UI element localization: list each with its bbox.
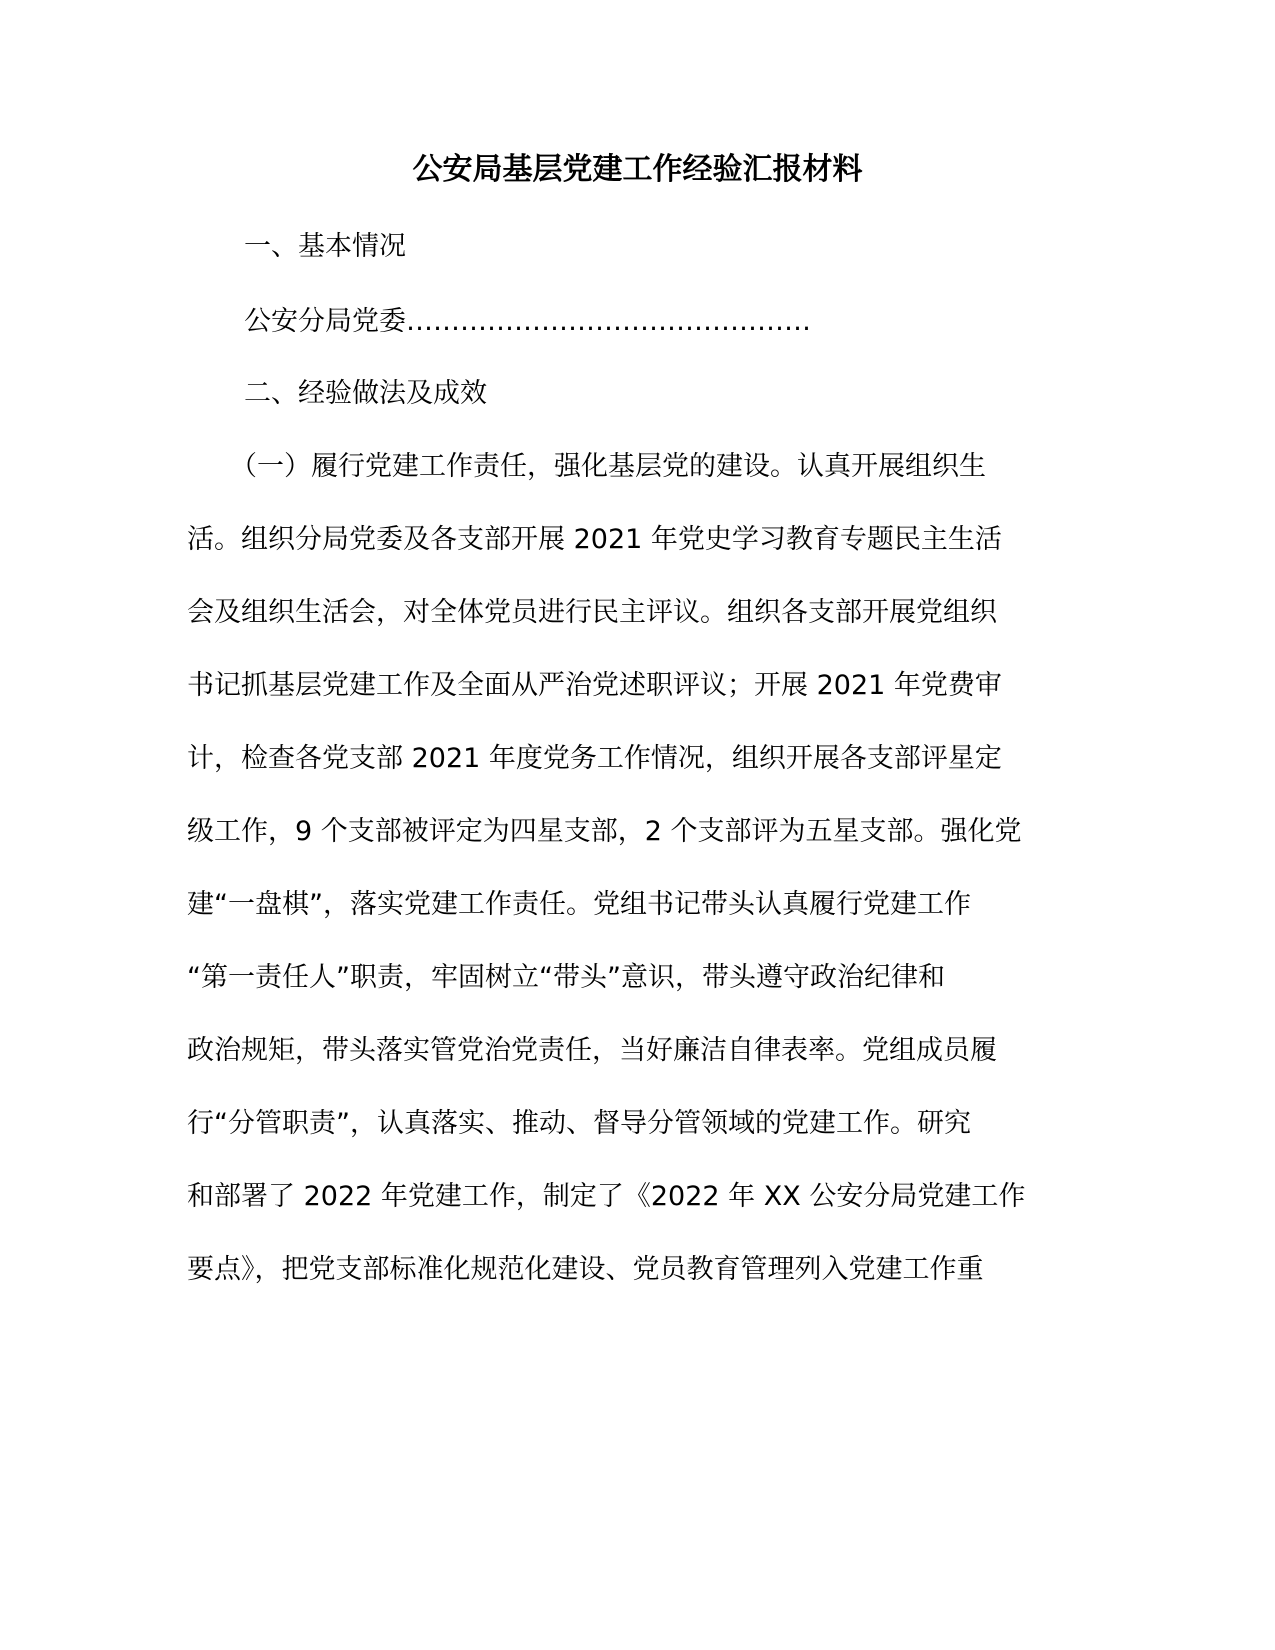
section-1-text: 公安分局党委……………………………………… bbox=[244, 306, 811, 337]
paragraph-line: 会及组织生活会，对全体党员进行民主评议。组织各支部开展党组织 bbox=[187, 597, 997, 628]
paragraph-line: 行“分管职责”，认真落实、推动、督导分管领域的党建工作。研究 bbox=[187, 1108, 971, 1139]
paragraph-line: 活。组织分局党委及各支部开展 2021 年党史学习教育专题民主生活 bbox=[187, 524, 1002, 555]
paragraph-line: 级工作，9 个支部被评定为四星支部，2 个支部评为五星支部。强化党 bbox=[187, 816, 1022, 847]
paragraph-line: 计，检查各党支部 2021 年度党务工作情况，组织开展各支部评星定 bbox=[187, 743, 1002, 774]
paragraph-line: 政治规矩，带头落实管党治党责任，当好廉洁自律表率。党组成员履 bbox=[187, 1035, 997, 1066]
paragraph-line: （一）履行党建工作责任，强化基层党的建设。认真开展组织生 bbox=[230, 451, 986, 482]
section-1-heading: 一、基本情况 bbox=[244, 231, 406, 262]
document-title: 公安局基层党建工作经验汇报材料 bbox=[412, 152, 863, 187]
paragraph-line: 要点》，把党支部标准化规范化建设、党员教育管理列入党建工作重 bbox=[187, 1254, 984, 1285]
section-2-heading: 二、经验做法及成效 bbox=[244, 378, 487, 409]
paragraph-line: 书记抓基层党建工作及全面从严治党述职评议；开展 2021 年党费审 bbox=[187, 670, 1002, 701]
paragraph-line: “第一责任人”职责，牢固树立“带头”意识，带头遵守政治纪律和 bbox=[187, 962, 945, 993]
paragraph-line: 建“一盘棋”，落实党建工作责任。党组书记带头认真履行党建工作 bbox=[187, 889, 971, 920]
paragraph-line: 和部署了 2022 年党建工作，制定了《2022 年 XX 公安分局党建工作 bbox=[187, 1181, 1026, 1212]
